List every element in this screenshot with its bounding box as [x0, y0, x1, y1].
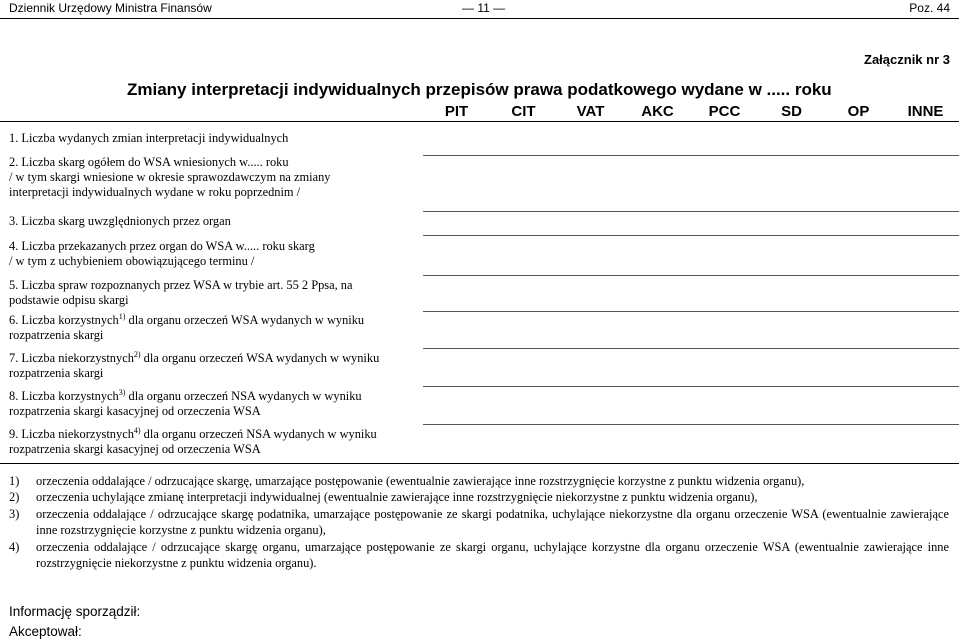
- row-divider: [423, 311, 959, 312]
- column-header: SD: [781, 103, 802, 120]
- journal-title: Dziennik Urzędowy Ministra Finansów: [9, 1, 212, 15]
- page-header: [0, 0, 959, 19]
- table-row: 7. Liczba niekorzystnych$^{2)}$ dla organu orzeczeń WSA wydanych w wyniku rozpatrzenia skargi: [9, 349, 380, 380]
- column-header: OP: [847, 103, 870, 120]
- table-row: 6. Liczba korzystnych$^{1)}$ dla organu orzeczeń WSA wydanych w wyniku rozpatrzenia skargi: [9, 311, 365, 342]
- annex-label: Załącznik nr 3: [864, 52, 950, 67]
- table-row: 4. Liczba przekazanych przez organ do WSA w..... roku skarg / w tym z uchybieniem obowiązującego terminu /: [9, 239, 315, 268]
- table-row: 3. Liczba skarg uwzględnionych przez organ: [9, 214, 231, 228]
- column-header: AKC: [641, 103, 674, 120]
- column-header: INNE: [907, 103, 944, 120]
- table-row: 2. Liczba skarg ogółem do WSA wniesionych w..... roku / w tym skargi wniesione w okresie sprawozdawczym na zmiany interpretacji indywidualnych wydane w roku poprzednim /: [9, 155, 331, 199]
- row-divider: [423, 348, 959, 349]
- column-header: PCC: [708, 103, 741, 120]
- page-title: Zmiany interpretacji indywidualnych przepisów prawa podatkowego wydane w ..... roku: [127, 80, 832, 99]
- table-row: 9. Liczba niekorzystnych$^{4)}$ dla organu orzeczeń NSA wydanych w wyniku rozpatrzenia skargi kasacyjnej od orzeczenia WSA: [9, 425, 377, 456]
- prepared-by-label: Informację sporządził:: [9, 604, 141, 619]
- position-number: Poz. 44: [909, 1, 950, 15]
- row-divider: [423, 424, 959, 425]
- accepted-by-label: Akceptował:: [9, 624, 82, 639]
- column-header: PIT: [444, 103, 469, 120]
- row-divider: [423, 386, 959, 387]
- column-headers: [423, 103, 959, 120]
- column-header: VAT: [576, 103, 605, 120]
- row-divider: [423, 235, 959, 236]
- report-table: [0, 121, 959, 464]
- page-number: — 11 —: [462, 1, 506, 15]
- row-divider: [423, 211, 959, 212]
- table-row: 1. Liczba wydanych zmian interpretacji indywidualnych: [9, 131, 289, 145]
- row-divider: [423, 275, 959, 276]
- column-header: CIT: [511, 103, 536, 120]
- row-divider: [423, 155, 959, 156]
- table-row: 5. Liczba spraw rozpoznanych przez WSA w trybie art. 55 2 Ppsa, na podstawie odpisu skargi: [9, 278, 353, 307]
- table-row: 8. Liczba korzystnych$^{3)}$ dla organu orzeczeń NSA wydanych w wyniku rozpatrzenia skargi kasacyjnej od orzeczenia WSA: [9, 387, 362, 418]
